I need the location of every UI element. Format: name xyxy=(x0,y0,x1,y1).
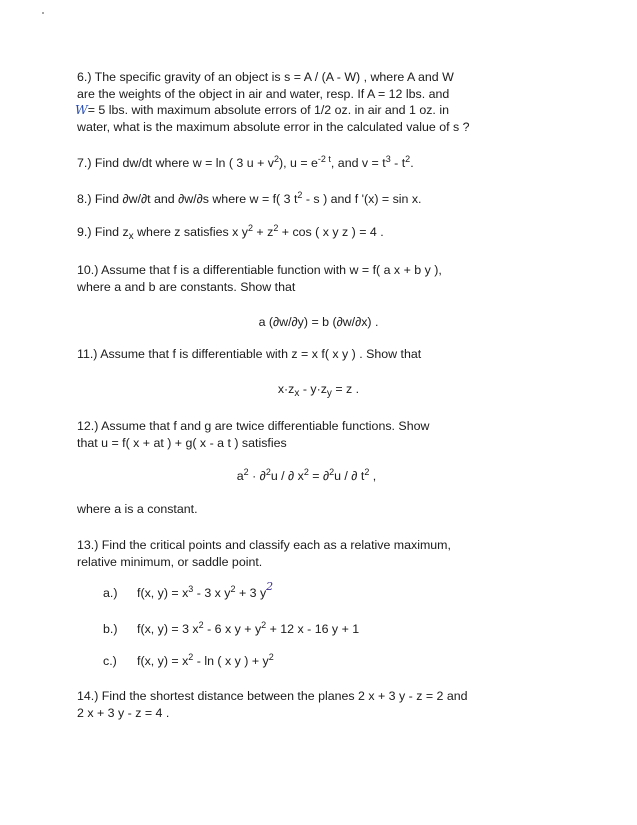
problem-14 xyxy=(77,688,517,721)
problem-7-text-a: 7.) Find dw/dt where w = ln ( 3 u + v xyxy=(77,156,274,170)
problem-7-text-d: - t xyxy=(390,156,406,170)
part-c-s2: 2 xyxy=(268,652,274,662)
p11-eq-b: - y·z xyxy=(299,382,327,396)
problem-7-sup-3: 3 xyxy=(385,154,391,164)
problem-10-line-1: 10.) Assume that f is a differentiable function with w = f( a x + b y ), xyxy=(77,263,442,277)
p12-eq-f: , xyxy=(369,469,377,483)
handwritten-exponent: 2 xyxy=(266,580,274,593)
part-a-equation xyxy=(137,580,274,600)
problem-7-text-e: . xyxy=(410,156,414,170)
problem-7-text-b: ), u = e xyxy=(278,156,318,170)
p12-eq-sup-3: 2 xyxy=(303,467,309,477)
problem-12-equation xyxy=(0,468,625,484)
part-c-label: c.) xyxy=(103,654,117,668)
problem-6 xyxy=(77,69,517,135)
problem-6-line-2: are the weights of the object in air and water, resp. If A = 12 lbs. and xyxy=(77,86,450,101)
p12-eq-a: a xyxy=(236,469,244,483)
p12-eq-sup-2: 2 xyxy=(265,467,271,477)
p11-eq-c: = z . xyxy=(331,382,360,396)
p11-eq-sub-1: x xyxy=(294,388,300,399)
problem-9 xyxy=(77,224,517,241)
problem-6-line-4: water, what is the maximum absolute error in the calculated value of s ? xyxy=(77,119,470,134)
part-a-e3: + 3 y xyxy=(235,586,267,600)
problem-6-line-3 xyxy=(75,102,517,119)
problem-12-line-1: 12.) Assume that f and g are twice differentiable functions. Show xyxy=(77,419,430,433)
problem-14-line-1: 14.) Find the shortest distance between the planes 2 x + 3 y - z = 2 and xyxy=(77,689,468,703)
part-b-s1: 2 xyxy=(198,620,204,630)
part-b-e1: f(x, y) = 3 x xyxy=(137,622,199,636)
problem-14-line-2: 2 x + 3 y - z = 4 . xyxy=(77,705,170,720)
part-c-e2: - ln ( x y ) + y xyxy=(193,654,269,668)
problem-9-text-d: + cos ( x y z ) = 4 . xyxy=(278,225,384,239)
problem-8-text-b: - s ) and f '(x) = sin x. xyxy=(302,192,422,206)
part-b-s2: 2 xyxy=(261,620,267,630)
part-a-s1: 3 xyxy=(188,584,194,594)
part-b-label: b.) xyxy=(103,622,118,636)
problem-9-text-b: where z satisfies x y xyxy=(133,225,248,239)
problem-9-text-c: + z xyxy=(252,225,274,239)
problem-6-line-3-text: = 5 lbs. with maximum absolute errors of 1/2 oz. in air and 1 oz. in xyxy=(87,103,449,117)
p12-eq-sup-4: 2 xyxy=(329,467,335,477)
problem-11 xyxy=(77,346,517,363)
problem-10-line-2: where a and b are constants. Show that xyxy=(77,279,296,294)
problem-6-line-1: 6.) The specific gravity of an object is s = A / (A - W) , where A and W xyxy=(77,70,454,84)
p12-eq-e: u / ∂ t xyxy=(334,469,365,483)
problem-12 xyxy=(77,418,517,451)
problem-7 xyxy=(77,155,517,172)
problem-9-sup-1: 2 xyxy=(247,223,253,233)
problem-11-equation xyxy=(0,381,637,397)
problem-12-line-2: that u = f( x + at ) + g( x - a t ) satisfies xyxy=(77,435,287,450)
problem-13-line-1: 13.) Find the critical points and classify each as a relative maximum, xyxy=(77,538,451,552)
problem-8-sup-1: 2 xyxy=(297,190,303,200)
problem-7-sup-4: 2 xyxy=(405,154,411,164)
problem-8 xyxy=(77,191,517,208)
problem-9-sup-2: 2 xyxy=(273,223,279,233)
part-a-e2: - 3 x y xyxy=(193,586,231,600)
part-b-e3: + 12 x - 16 y + 1 xyxy=(266,622,360,636)
problem-13-line-2: relative minimum, or saddle point. xyxy=(77,554,263,569)
problem-10-equation: a (∂w/∂y) = b (∂w/∂x) . xyxy=(258,315,379,329)
part-c-s1: 2 xyxy=(188,652,194,662)
part-a-label: a.) xyxy=(103,586,118,600)
part-a-e1: f(x, y) = x xyxy=(137,586,189,600)
scan-speck xyxy=(42,12,44,14)
p11-eq-sub-2: y xyxy=(326,388,332,399)
p12-eq-d: = ∂ xyxy=(308,469,330,483)
part-c-equation xyxy=(137,654,274,668)
part-c-e1: f(x, y) = x xyxy=(137,654,189,668)
problem-13 xyxy=(77,537,517,570)
problem-7-sup-2: -2 t xyxy=(317,154,331,164)
p12-eq-b: · ∂ xyxy=(248,469,266,483)
problem-7-text-c: , and v = t xyxy=(330,156,386,170)
p12-eq-c: u / ∂ x xyxy=(270,469,304,483)
problem-12-note: where a is a constant. xyxy=(77,502,198,516)
p12-eq-sup-5: 2 xyxy=(364,467,370,477)
p11-eq-a: x·z xyxy=(277,382,295,396)
problem-8-text-a: 8.) Find ∂w/∂t and ∂w/∂s where w = f( 3 t xyxy=(77,192,298,206)
part-b-equation xyxy=(137,622,359,636)
problem-7-sup-1: 2 xyxy=(273,154,279,164)
problem-11-line-1: 11.) Assume that f is differentiable with z = x f( x y ) . Show that xyxy=(77,347,422,361)
problem-10 xyxy=(77,262,517,295)
problem-9-text-a: 9.) Find z xyxy=(77,225,129,239)
handwritten-w: W xyxy=(75,102,88,117)
part-b-e2: - 6 x y + y xyxy=(203,622,262,636)
p12-eq-sup-1: 2 xyxy=(243,467,249,477)
part-a-s2: 2 xyxy=(230,584,236,594)
problem-9-sub-1: x xyxy=(128,231,134,242)
